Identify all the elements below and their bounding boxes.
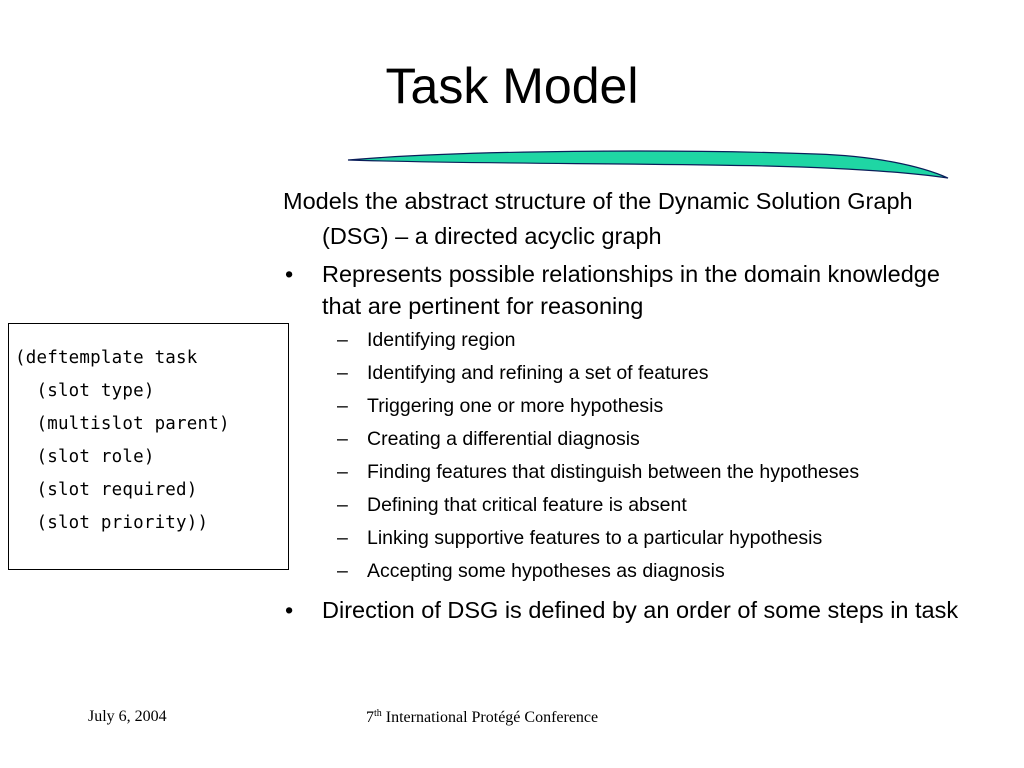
sub-item (283, 489, 983, 522)
bullet-text: Represents possible relationships in the domain knowledge that are pertinent for reasoning (322, 261, 940, 319)
bullet-marker: • (285, 597, 294, 623)
sub-item-text: Linking supportive features to a particular hypothesis (367, 527, 823, 549)
sub-item (283, 555, 983, 588)
code-line: (deftemplate task (15, 348, 198, 368)
dash-marker: – (337, 494, 348, 516)
dash-marker: – (337, 461, 348, 483)
bullet-text: Direction of DSG is defined by an order of some steps in task (322, 597, 959, 623)
intro-paragraph: Models the abstract structure of the Dynamic Solution Graph (DSG) – a directed acyclic graph (283, 188, 913, 249)
sub-item-text: Defining that critical feature is absent (367, 494, 687, 516)
sub-item-text: Finding features that distinguish between the hypotheses (367, 461, 860, 483)
code-line: (slot type) (15, 381, 155, 401)
swoosh-shape (348, 151, 948, 178)
dash-marker: – (337, 362, 348, 384)
conference-ordinal-suffix: th (374, 708, 382, 719)
sub-item (283, 456, 983, 489)
slide-title: Task Model (385, 58, 639, 114)
code-line: (multislot parent) (15, 414, 230, 434)
title-underline-swoosh (346, 148, 950, 182)
sub-item-text: Identifying and refining a set of features (367, 362, 709, 384)
sub-item (283, 390, 983, 423)
sub-item-text: Identifying region (367, 329, 516, 351)
code-line: (slot required) (15, 480, 198, 500)
footer-conference (366, 708, 598, 727)
sub-item (283, 357, 983, 390)
dash-marker: – (337, 329, 348, 351)
dash-marker: – (337, 527, 348, 549)
bullet-item-relationships (283, 258, 983, 588)
sub-item-text: Triggering one or more hypothesis (367, 395, 664, 417)
sub-list (322, 324, 983, 588)
conference-ordinal: 7 (366, 709, 374, 726)
dash-marker: – (337, 560, 348, 582)
slide-body (283, 184, 983, 627)
code-line: (slot priority)) (15, 513, 209, 533)
sub-item-text: Accepting some hypotheses as diagnosis (367, 560, 725, 582)
sub-item (283, 324, 983, 357)
footer-date: July 6, 2004 (88, 708, 167, 725)
bullet-list (283, 258, 983, 626)
bullet-marker: • (285, 261, 294, 287)
bullet-item-direction (283, 594, 983, 626)
dash-marker: – (337, 428, 348, 450)
code-line: (slot role) (15, 447, 155, 467)
sub-item-text: Creating a differential diagnosis (367, 428, 640, 450)
conference-name: International Protégé Conference (381, 709, 599, 726)
sub-item (283, 522, 983, 555)
deftemplate-code-box (8, 323, 289, 570)
sub-item (283, 423, 983, 456)
dash-marker: – (337, 395, 348, 417)
